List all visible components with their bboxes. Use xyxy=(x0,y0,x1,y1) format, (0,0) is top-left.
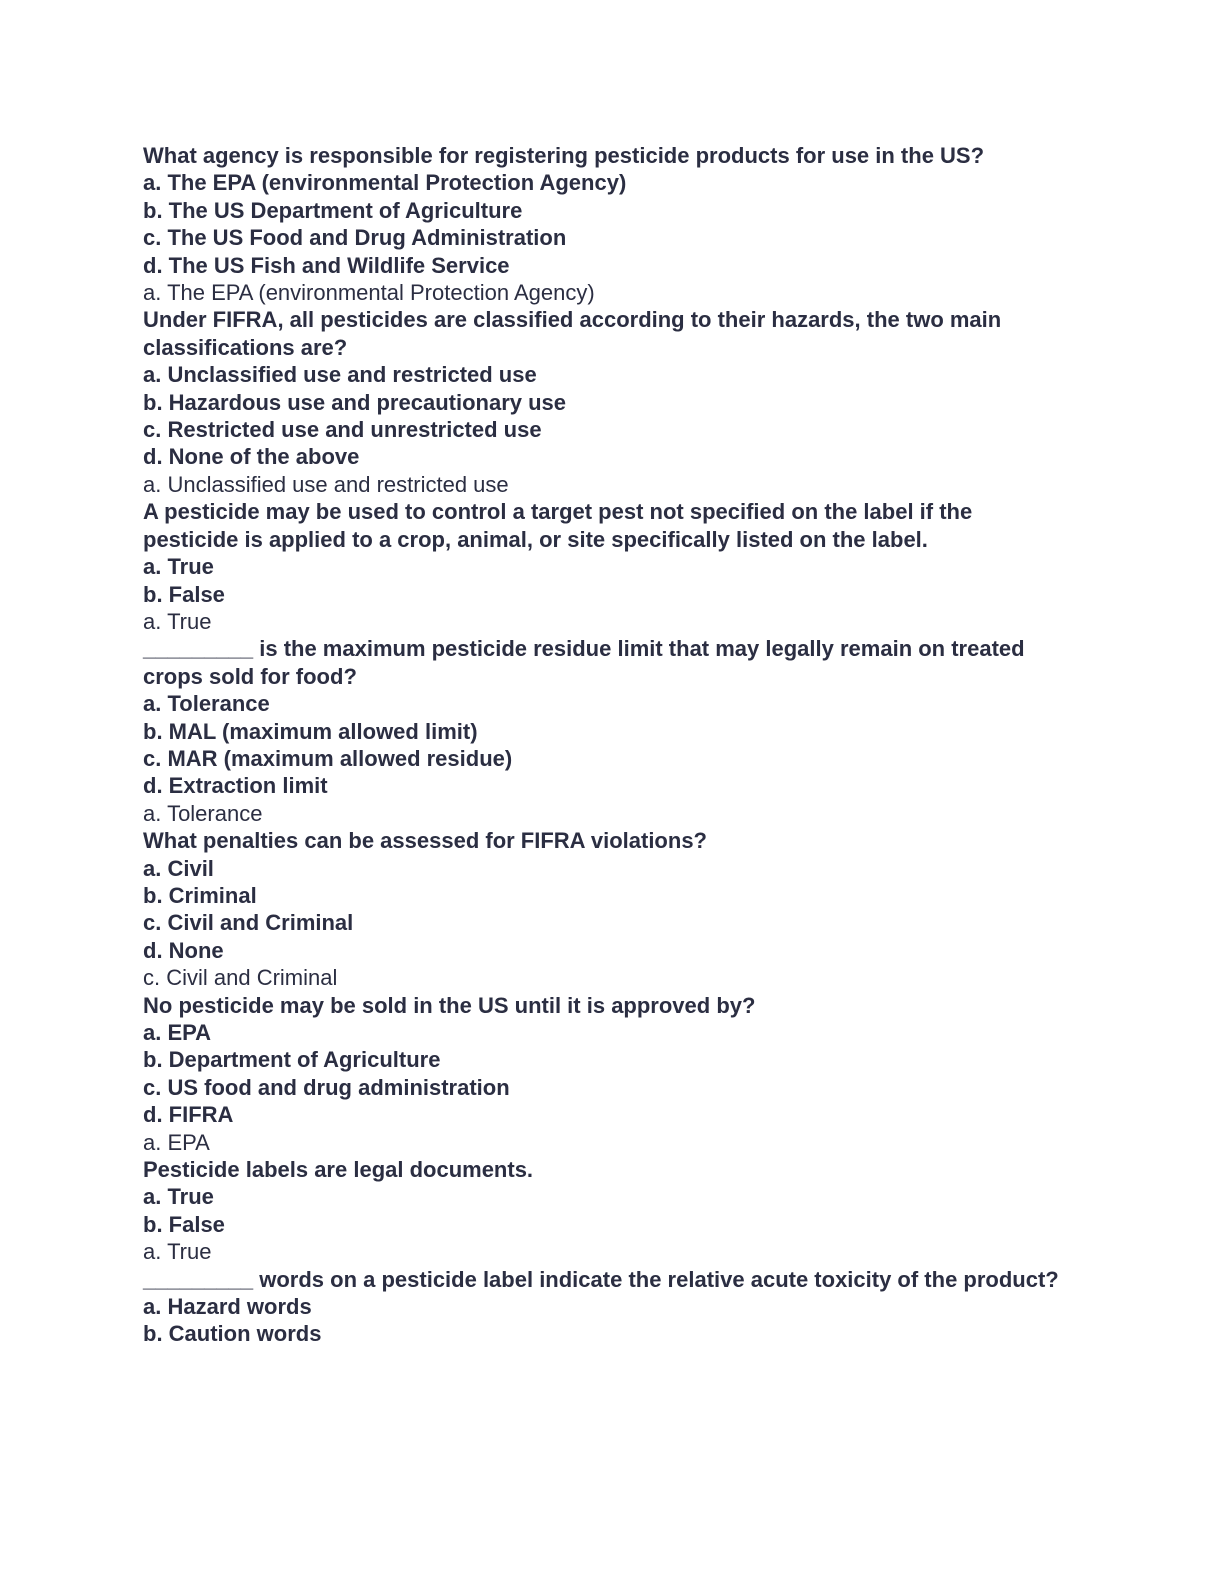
question-block-2 xyxy=(143,306,1073,498)
option-c: c. The US Food and Drug Administration xyxy=(143,225,567,251)
question-text: Under FIFRA, all pesticides are classified according to their hazards, the two main classifications are? xyxy=(143,307,1002,360)
question-block-3 xyxy=(143,498,1073,635)
answer-text: a. The EPA (environmental Protection Agency) xyxy=(143,280,595,306)
answer-text: a. True xyxy=(143,1239,212,1265)
option-b: b. Criminal xyxy=(143,882,257,908)
option-c: c. US food and drug administration xyxy=(143,1074,510,1100)
option-b: b. False xyxy=(143,1211,225,1237)
document-page xyxy=(143,142,1073,1348)
option-a: a. The EPA (environmental Protection Agency) xyxy=(143,170,627,196)
answer-text: a. EPA xyxy=(143,1129,210,1155)
option-a: a. True xyxy=(143,554,214,580)
option-a: a. Unclassified use and restricted use xyxy=(143,362,537,388)
option-c: c. Civil and Criminal xyxy=(143,910,354,936)
question-text: A pesticide may be used to control a target pest not specified on the label if the pesticide is applied to a crop, animal, or site specifically listed on the label. xyxy=(143,499,973,552)
question-block-1 xyxy=(143,142,1073,306)
question-block-6 xyxy=(143,992,1073,1156)
option-a: a. Civil xyxy=(143,855,214,881)
question-block-7 xyxy=(143,1156,1073,1266)
question-text: _________ words on a pesticide label indicate the relative acute toxicity of the product? xyxy=(143,1266,1059,1292)
option-b: b. Caution words xyxy=(143,1321,322,1347)
option-d: d. Extraction limit xyxy=(143,773,328,799)
option-b: b. MAL (maximum allowed limit) xyxy=(143,718,478,744)
question-block-5 xyxy=(143,827,1073,991)
option-c: c. MAR (maximum allowed residue) xyxy=(143,745,513,771)
option-a: a. Tolerance xyxy=(143,691,270,717)
option-b: b. Department of Agriculture xyxy=(143,1047,441,1073)
option-b: b. False xyxy=(143,581,225,607)
option-d: d. The US Fish and Wildlife Service xyxy=(143,252,510,278)
option-c: c. Restricted use and unrestricted use xyxy=(143,417,542,443)
option-a: a. EPA xyxy=(143,1020,212,1045)
option-b: b. The US Department of Agriculture xyxy=(143,197,523,223)
option-b: b. Hazardous use and precautionary use xyxy=(143,389,567,415)
option-d: d. None of the above xyxy=(143,444,360,470)
question-block-8 xyxy=(143,1266,1073,1348)
answer-text: c. Civil and Criminal xyxy=(143,965,338,991)
answer-text: a. Tolerance xyxy=(143,800,263,826)
option-a: a. True xyxy=(143,1184,214,1210)
question-block-4 xyxy=(143,635,1073,827)
question-text: Pesticide labels are legal documents. xyxy=(143,1157,534,1183)
answer-text: a. Unclassified use and restricted use xyxy=(143,471,509,497)
option-d: d. FIFRA xyxy=(143,1102,234,1128)
option-d: d. None xyxy=(143,937,224,963)
question-text: What penalties can be assessed for FIFRA violations? xyxy=(143,828,707,854)
answer-text: a. True xyxy=(143,608,212,634)
question-text: _________ is the maximum pesticide residue limit that may legally remain on treated crops sold for food? xyxy=(143,636,1025,689)
question-text: What agency is responsible for registering pesticide products for use in the US? xyxy=(143,143,985,168)
question-text: No pesticide may be sold in the US until it is approved by? xyxy=(143,992,756,1018)
option-a: a. Hazard words xyxy=(143,1294,312,1320)
